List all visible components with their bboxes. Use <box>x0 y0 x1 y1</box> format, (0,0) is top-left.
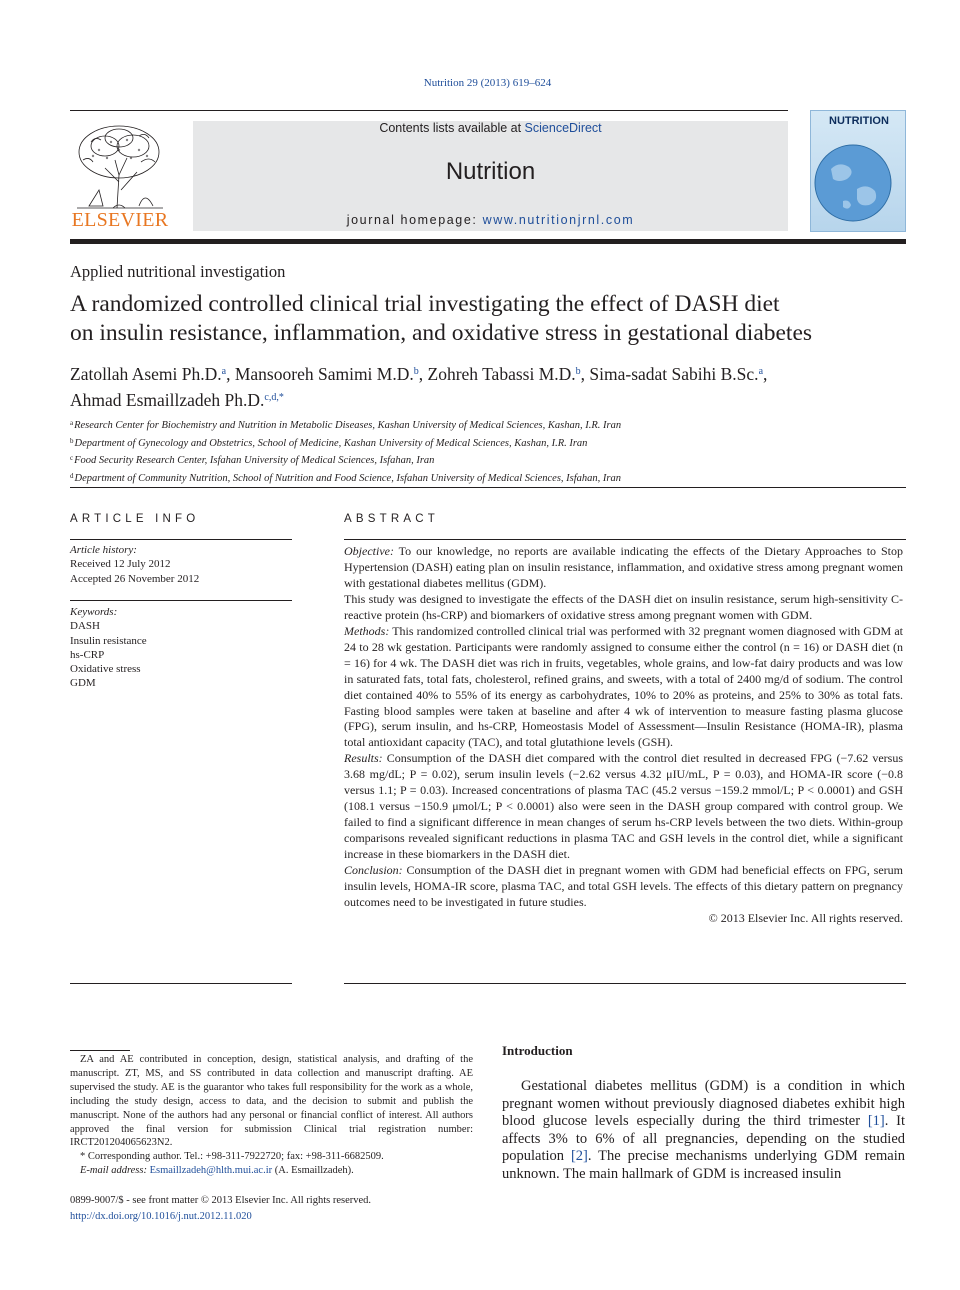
abstract-body <box>344 544 903 927</box>
issn-line: 0899-9007/$ - see front matter © 2013 Elsevier Inc. All rights reserved. <box>70 1195 372 1206</box>
article-title <box>70 290 910 348</box>
article-section-label: Applied nutritional investigation <box>70 262 286 281</box>
author-name[interactable]: Ahmad Esmaillzadeh Ph.D. <box>70 390 265 410</box>
abstract-objective-2: This study was designed to investigate the effects of the DASH diet on insulin resistance, serum high-sensitivity C-reactive protein (hs-CRP) and biomarkers of oxidative stress among pregnant women with GDM. <box>344 591 903 622</box>
keyword-item[interactable]: hs-CRP <box>70 648 105 661</box>
abstract-bottom-rule <box>344 983 906 984</box>
header-top-rule <box>70 110 788 111</box>
abstract-copyright: © 2013 Elsevier Inc. All rights reserved. <box>708 910 903 925</box>
article-info-heading: ARTICLE INFO <box>70 513 200 525</box>
contents-prefix: Contents lists available at <box>379 121 525 135</box>
sciencedirect-link[interactable]: ScienceDirect <box>524 121 602 135</box>
article-info-rule <box>70 539 292 540</box>
author-list <box>70 360 910 412</box>
abstract-objective: Objective: To our knowledge, no reports are available indicating the effects of the Dietary Approaches to Stop Hypertension (DASH) eating plan on insulin resistance, inflammation, and oxidative stress among pregnant women with gestational diabetes mellitus (GDM). <box>344 544 903 590</box>
affiliation-item: $^c$Food Security Research Center, Isfahan University of Medical Sciences, Isfahan, Iran <box>70 454 435 466</box>
history-divider <box>70 600 292 601</box>
email-link[interactable]: Esmaillzadeh@hlth.mui.ac.ir <box>149 1165 273 1177</box>
journal-cover-thumbnail[interactable] <box>810 110 906 232</box>
history-label: Article history: <box>70 544 137 556</box>
reference-link[interactable]: [2] <box>570 1148 588 1164</box>
author-line-2 <box>70 386 910 412</box>
corresponding-author-note: * Corresponding author. Tel.: +98-311-7922720; fax: +98-311-6682509. <box>80 1151 384 1163</box>
affiliation-list <box>70 416 910 486</box>
contents-availability <box>193 121 788 135</box>
article-info-bottom-rule <box>70 983 292 984</box>
homepage-link[interactable]: www.nutritionjrnl.com <box>482 213 635 227</box>
title-line-2: on insulin resistance, inflammation, and oxidative stress in gestational diabetes <box>70 320 813 346</box>
title-line-1: A randomized controlled clinical trial investigating the effect of DASH diet <box>70 291 780 317</box>
accepted-date: Accepted 26 November 2012 <box>70 572 200 585</box>
journal-name: Nutrition <box>445 158 536 185</box>
keywords-block <box>70 605 292 691</box>
author-name[interactable]: Mansooreh Samimi M.D. <box>234 364 414 384</box>
article-history <box>70 543 292 586</box>
footnote-separator <box>70 1050 130 1051</box>
received-date: Received 12 July 2012 <box>70 558 171 571</box>
abstract-rule <box>344 539 906 540</box>
keyword-item[interactable]: Oxidative stress <box>70 663 141 676</box>
abstract-results: Results: Consumption of the DASH diet compared with the control diet resulted in decreased FPG (−7.62 versus 3.68 mg/dL; P = 0.02), serum insulin levels (−2.62 versus 4.32 μIU/mL, P = 0.03), and HOMA-IR score (−0.8 versus 1.1; P = 0.03). Increased concentrations of plasma TAC (45.2 versus −159.2 mmol/L; P < 0.0001) and GSH (108.1 versus −150.9 μmol/L; P < 0.0001) also were seen in the DASH group compared with control group. We failed to find a significant difference in mean changes of serum hs-CRP levels between the two diets. Within-group comparisons revealed significant reductions in plasma TAC and GSH levels in the control diet, while a significant increase in these biomarkers in the DASH diet. <box>344 751 903 862</box>
author-affil-sup[interactable]: a <box>221 366 227 377</box>
author-name[interactable]: Sima-sadat Sabihi B.Sc. <box>589 364 759 384</box>
header-bottom-rule <box>70 239 906 244</box>
keyword-item[interactable]: GDM <box>70 677 96 690</box>
author-affil-sup[interactable]: c,d,* <box>264 392 284 403</box>
affiliation-item: $^d$Department of Community Nutrition, School of Nutrition and Food Science, Isfahan University of Medical Sciences, Isfahan, Iran <box>70 471 622 484</box>
footnotes <box>70 1053 473 1178</box>
elsevier-wordmark[interactable]: ELSEVIER <box>71 209 169 231</box>
abstract-heading: ABSTRACT <box>344 513 439 525</box>
abstract-methods: Methods: This randomized controlled clinical trial was performed with 32 pregnant women diagnosed with GDM at 24 to 28 wk gestation. Participants were randomly assigned to consume either the control (n = 16) or DASH diet (n = 16) for 4 wk. The DASH diet was rich in fruits, vegetables, whole grains, and low-fat dairy products and was low in saturated fats, total fats, cholesterol, refined grains, and sweets, with a total of 2400 mg/d of sodium. The control diet contained 40% to 55% of its energy as carbohydrates, 10% to 20% as proteins, and 25% to 30% as total fats. Fasting blood samples were taken at baseline and after 4 wk of intervention to measure fasting plasma glucose (FPG), serum insulin, and hs-CRP, Homeostasis Model of Assessment—Insulin Resistance (HOMA-IR), plasma total antioxidant capacity (TAC), and total glutathione levels (GSH). <box>344 623 903 750</box>
author-affil-sup[interactable]: a <box>758 366 764 377</box>
affiliation-item: $^b$Department of Gynecology and Obstetrics, School of Medicine, Kashan University of Medical Sciences, Kashan, I.R. Iran <box>70 436 588 449</box>
globe-icon <box>813 131 903 227</box>
issn-block <box>70 1193 473 1224</box>
keyword-item[interactable]: DASH <box>70 620 100 633</box>
journal-citation[interactable]: Nutrition 29 (2013) 619–624 <box>423 77 552 89</box>
journal-homepage <box>193 213 788 227</box>
keywords-label: Keywords: <box>70 606 118 618</box>
homepage-prefix: journal homepage: <box>346 213 483 227</box>
author-name[interactable]: Zatollah Asemi Ph.D. <box>70 364 222 384</box>
introduction-text: Gestational diabetes mellitus (GDM) is a condition in which pregnant women without previously diagnosed diabetes exhibit high blood glucose levels especially during the third trimester [1]. It affects 3% to 6% of all pregnancies, depending on the studied population [2]. The precise mechanisms underlying GDM remain unknown. The main hallmark of GDM is increased insulin <box>502 1078 906 1182</box>
doi-link[interactable]: http://dx.doi.org/10.1016/j.nut.2012.11.020 <box>70 1210 252 1222</box>
affiliations-divider <box>70 487 906 488</box>
affiliation-item: $^a$Research Center for Biochemistry and Nutrition in Metabolic Diseases, Kashan University of Medical Sciences, Kashan, I.R. Iran <box>70 419 622 431</box>
keyword-item[interactable]: Insulin resistance <box>70 634 147 647</box>
abstract-conclusion: Conclusion: Consumption of the DASH diet in pregnant women with GDM had beneficial effects on FPG, serum insulin levels, HOMA-IR score, plasma TAC, and total GSH levels. The effects of this dietary pattern on pregnancy outcomes need to be investigated in future studies. <box>344 863 903 909</box>
author-affil-sup[interactable]: b <box>413 366 419 377</box>
email-note: E-mail address: Esmaillzadeh@hlth.mui.ac.ir (A. Esmaillzadeh). <box>80 1165 354 1177</box>
author-name[interactable]: Zohreh Tabassi M.D. <box>427 364 576 384</box>
cover-title: NUTRITION <box>829 115 889 127</box>
author-affil-sup[interactable]: b <box>575 366 581 377</box>
reference-link[interactable]: [1] <box>867 1113 885 1129</box>
contribution-note: ZA and AE contributed in conception, design, statistical analysis, and drafting of the manuscript. ZT, MS, and SS contributed in data collection and manuscript drafting. AE supervised the study. AE is the guarantor who takes full responsibility for the work as a whole, including the study design, access to data, and the decision to submit and publish the manuscript. None of the authors had any personal or financial conflict of interest. All authors approved the final version for submission Clinical trial registration number: IRCT201204065623N2. <box>70 1054 473 1149</box>
author-line-1: Zatollah Asemi Ph.D.$^a$, Mansooreh Samimi M.D.$^b$, Zohreh Tabassi M.D.$^b$, Sima-sadat Sabihi B.Sc.$^a$, <box>70 364 768 384</box>
introduction-heading: Introduction <box>502 1043 573 1058</box>
